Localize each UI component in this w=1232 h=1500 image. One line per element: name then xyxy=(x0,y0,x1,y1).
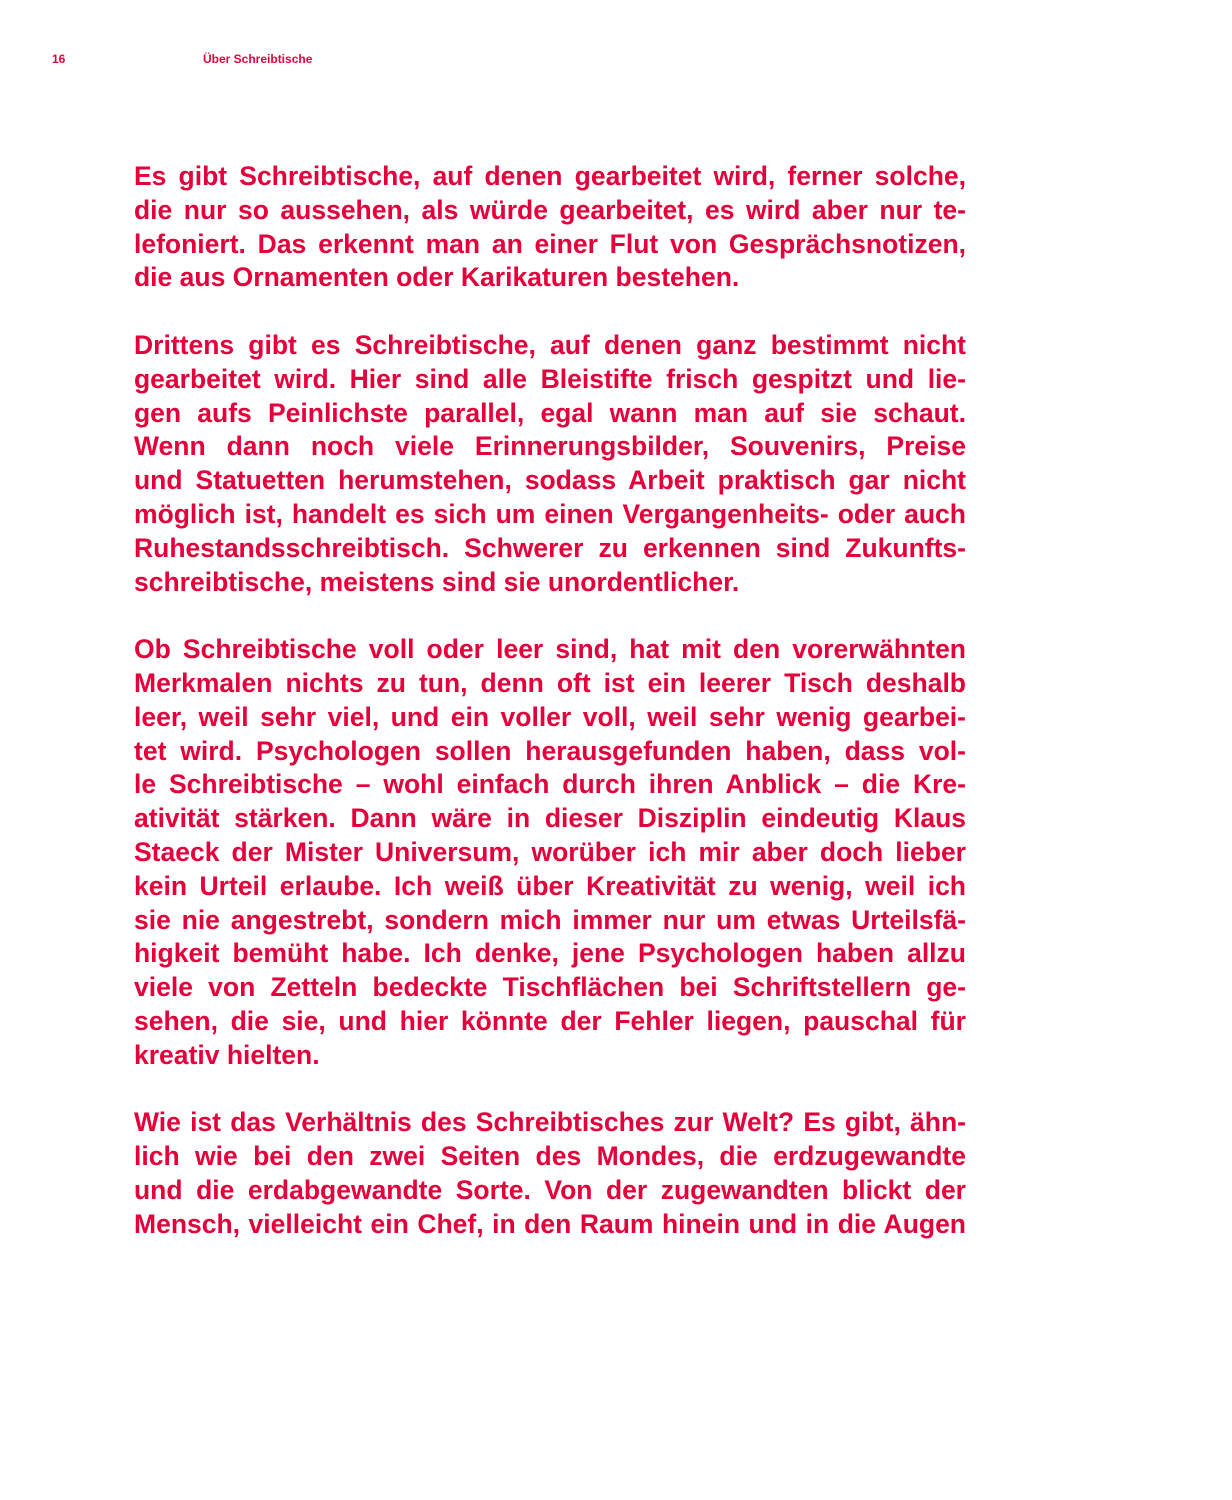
text-line: und Statuetten herumstehen, sodass Arbeit praktisch gar nicht xyxy=(134,465,966,496)
text-line: Wie ist das Verhältnis des Schreibtisches zur Welt? Es gibt, ähn- xyxy=(134,1107,966,1138)
text-line: tet wird. Psychologen sollen herausgefunden haben, dass vol- xyxy=(134,735,966,766)
running-header xyxy=(0,52,1232,72)
text-line: lich wie bei den zwei Seiten des Mondes, die erdzugewandte xyxy=(134,1141,966,1172)
body-text xyxy=(134,160,966,1275)
text-line: Wenn dann noch viele Erinnerungsbilder, Souvenirs, Preise xyxy=(134,431,966,462)
paragraph xyxy=(134,160,966,295)
paragraph xyxy=(134,633,966,1072)
text-line: und die erdabgewandte Sorte. Von der zugewandten blickt der xyxy=(134,1174,966,1205)
text-line: ativität stärken. Dann wäre in dieser Disziplin eindeutig Klaus xyxy=(134,803,966,834)
text-line: higkeit bemüht habe. Ich denke, jene Psychologen haben allzu xyxy=(134,938,966,969)
text-line: viele von Zetteln bedeckte Tischflächen bei Schriftstellern ge- xyxy=(134,972,966,1003)
text-line: Ruhestandsschreibtisch. Schwerer zu erkennen sind Zukunfts- xyxy=(134,532,966,563)
text-line: kreativ hielten. xyxy=(134,1039,320,1070)
text-line: gen aufs Peinlichste parallel, egal wann man auf sie schaut. xyxy=(134,397,966,428)
text-line: gearbeitet wird. Hier sind alle Bleistifte frisch gespitzt und lie- xyxy=(134,363,966,394)
text-line: Staeck der Mister Universum, worüber ich mir aber doch lieber xyxy=(134,836,966,867)
text-line: sie nie angestrebt, sondern mich immer nur um etwas Urteilsfä- xyxy=(134,904,966,935)
paragraph xyxy=(134,329,966,599)
text-line: sehen, die sie, und hier könnte der Fehler liegen, pauschal für xyxy=(134,1005,966,1036)
text-line: Ob Schreibtische voll oder leer sind, hat mit den vorerwähnten xyxy=(134,634,966,665)
text-line: leer, weil sehr viel, und ein voller voll, weil sehr wenig gearbei- xyxy=(134,701,966,732)
page-number: 16 xyxy=(52,52,66,66)
text-line: kein Urteil erlaube. Ich weiß über Kreativität zu wenig, weil ich xyxy=(134,870,966,901)
text-line: Es gibt Schreibtische, auf denen gearbeitet wird, ferner solche, xyxy=(134,161,966,191)
text-line: die aus Ornamenten oder Karikaturen bestehen. xyxy=(134,262,740,293)
text-line: die nur so aussehen, als würde gearbeitet, es wird aber nur te- xyxy=(134,194,966,225)
paragraph xyxy=(134,1106,966,1241)
text-line: Drittens gibt es Schreibtische, auf denen ganz bestimmt nicht xyxy=(134,329,966,360)
running-title: Über Schreibtische xyxy=(203,52,313,66)
text-line: Merkmalen nichts zu tun, denn oft ist ein leerer Tisch deshalb xyxy=(134,667,966,698)
text-line: schreibtische, meistens sind sie unordentlicher. xyxy=(134,566,740,597)
text-line: Mensch, vielleicht ein Chef, in den Raum hinein und in die Augen xyxy=(134,1208,966,1239)
text-line: le Schreibtische – wohl einfach durch ihren Anblick – die Kre- xyxy=(134,769,966,800)
text-line: lefoniert. Das erkennt man an einer Flut von Gesprächsnotizen, xyxy=(134,228,966,259)
text-line: möglich ist, handelt es sich um einen Vergangenheits- oder auch xyxy=(134,498,966,529)
